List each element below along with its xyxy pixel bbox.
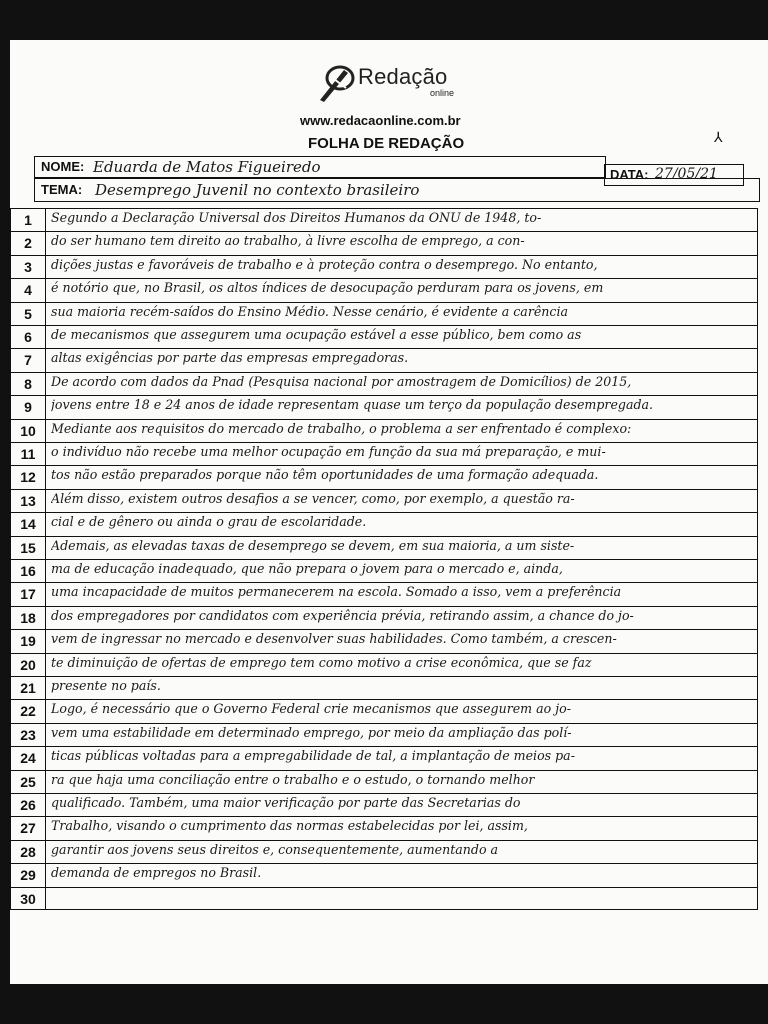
essay-line xyxy=(11,326,757,349)
brand-logo xyxy=(314,62,474,106)
theme-value: Desemprego Juvenil no contexto brasileiro xyxy=(95,181,420,199)
writing-grid xyxy=(10,208,758,910)
essay-line xyxy=(11,841,757,864)
line-number: 6 xyxy=(24,329,32,345)
line-number: 14 xyxy=(20,516,36,533)
line-number: 20 xyxy=(20,656,36,673)
line-number: 27 xyxy=(20,820,36,837)
essay-line xyxy=(11,396,757,419)
line-text: vem uma estabilidade em determinado emprego, por meio da ampliação das polí- xyxy=(51,724,572,740)
line-number: 3 xyxy=(24,258,32,275)
line-number: 10 xyxy=(20,422,36,439)
line-text: do ser humano tem direito ao trabalho, à livre escolha de emprego, a con- xyxy=(51,233,525,249)
essay-line xyxy=(11,466,757,489)
line-text: te diminuição de ofertas de emprego tem como motivo a crise econômica, que se faz xyxy=(51,654,592,670)
line-text: ma de educação inadequado, que não prepara o jovem para o mercado e, ainda, xyxy=(51,561,563,576)
line-number: 17 xyxy=(20,586,36,603)
line-text: dições justas e favoráveis de trabalho e à proteção contra o desemprego. No entanto, xyxy=(51,256,598,272)
line-number: 24 xyxy=(20,750,36,767)
essay-line xyxy=(11,232,757,255)
essay-line xyxy=(11,279,757,302)
line-number: 26 xyxy=(20,797,36,813)
essay-line xyxy=(11,209,757,232)
line-number: 11 xyxy=(20,446,36,462)
essay-line xyxy=(11,794,757,817)
line-number: 13 xyxy=(20,492,36,509)
line-number: 23 xyxy=(20,726,36,743)
line-number: 18 xyxy=(20,609,36,626)
line-text: presente no país. xyxy=(51,678,161,693)
essay-line xyxy=(11,677,757,700)
line-text: Além disso, existem outros desafios a se vencer, como, por exemplo, a questão ra- xyxy=(51,490,575,506)
line-number: 25 xyxy=(20,773,36,790)
line-number: 15 xyxy=(20,539,36,556)
line-number: 22 xyxy=(20,703,36,720)
essay-line xyxy=(11,420,757,443)
essay-line xyxy=(11,537,757,560)
essay-line xyxy=(11,654,757,677)
sheet-title: FOLHA DE REDAÇÃO xyxy=(308,135,465,152)
date-value: 27/05/21 xyxy=(655,166,718,182)
name-label: NOME: xyxy=(41,159,85,174)
site-url: www.redacaonline.com.br xyxy=(300,113,461,128)
essay-line xyxy=(11,443,757,466)
line-text: Ademais, as elevadas taxas de desemprego se devem, em sua maioria, a um siste- xyxy=(51,537,575,553)
theme-box xyxy=(34,178,760,202)
line-number: 9 xyxy=(24,399,32,416)
brand-sub: online xyxy=(430,88,455,98)
line-number: 1 xyxy=(24,212,32,228)
brand-name: Redação xyxy=(358,64,448,89)
line-text: sua maioria recém-saídos do Ensino Médio. Nesse cenário, é evidente a carência xyxy=(51,303,568,319)
line-text: dos empregadores por candidatos com experiência prévia, retirando assim, a chance do jo- xyxy=(51,607,634,623)
line-text: garantir aos jovens seus direitos e, consequentemente, aumentando a xyxy=(51,841,499,857)
line-text: Logo, é necessário que o Governo Federal crie mecanismos que assegurem ao jo- xyxy=(51,701,571,717)
essay-line xyxy=(11,724,757,747)
line-text: uma incapacidade de muitos permanecerem na escola. Somado a isso, vem a preferência xyxy=(51,584,622,600)
pen-icon xyxy=(314,62,358,102)
line-text: qualificado. Também, uma maior verificação por parte das Secretarias do xyxy=(51,795,521,810)
line-text: é notório que, no Brasil, os altos índices de desocupação perduram para os jovens, em xyxy=(51,280,604,296)
corner-mark: ⅄ xyxy=(714,130,723,146)
line-text: Trabalho, visando o cumprimento das normas estabelecidas por lei, assim, xyxy=(51,818,528,834)
line-number: 30 xyxy=(20,890,36,907)
line-text: Segundo a Declaração Universal dos Direitos Humanos da ONU de 1948, to- xyxy=(51,210,542,225)
line-number: 19 xyxy=(20,633,36,650)
essay-line xyxy=(11,888,757,911)
line-text: o indivíduo não recebe uma melhor ocupação em função da sua má preparação, e mui- xyxy=(51,444,606,459)
essay-line xyxy=(11,630,757,653)
name-box xyxy=(34,156,606,178)
essay-line xyxy=(11,607,757,630)
line-number: 2 xyxy=(24,235,32,252)
essay-line xyxy=(11,771,757,794)
essay-line xyxy=(11,349,757,372)
line-text: vem de ingressar no mercado e desenvolver suas habilidades. Como também, a crescen- xyxy=(51,631,617,647)
name-value: Eduarda de Matos Figueiredo xyxy=(93,158,321,176)
line-text: tos não estão preparados porque não têm oportunidades de uma formação adequada. xyxy=(51,467,599,483)
line-number: 12 xyxy=(20,469,36,486)
line-text: de mecanismos que assegurem uma ocupação estável a esse público, bem como as xyxy=(51,327,582,342)
line-text: jovens entre 18 e 24 anos de idade representam quase um terço da população desempregada. xyxy=(51,397,654,413)
essay-line xyxy=(11,864,757,887)
line-text: cial e de gênero ou ainda o grau de escolaridade. xyxy=(51,514,367,530)
essay-line xyxy=(11,303,757,326)
line-number: 4 xyxy=(24,282,32,299)
theme-label: TEMA: xyxy=(41,182,83,197)
essay-line xyxy=(11,256,757,279)
line-number: 8 xyxy=(24,375,32,392)
line-text: Mediante aos requisitos do mercado de trabalho, o problema a ser enfrentado é complexo: xyxy=(51,420,632,436)
line-text: altas exigências por parte das empresas empregadoras. xyxy=(51,350,409,366)
line-number: 28 xyxy=(20,843,36,860)
line-number: 21 xyxy=(20,680,36,696)
line-text: De acordo com dados da Pnad (Pesquisa nacional por amostragem de Domicílios) de 2015, xyxy=(51,373,632,389)
essay-line xyxy=(11,817,757,840)
line-text: ra que haja uma conciliação entre o trabalho e o estudo, o tornando melhor xyxy=(51,771,535,787)
line-number: 7 xyxy=(24,352,32,369)
essay-line xyxy=(11,560,757,583)
line-number: 5 xyxy=(24,305,32,322)
essay-line xyxy=(11,513,757,536)
line-number: 29 xyxy=(20,867,36,884)
essay-line xyxy=(11,583,757,606)
line-number: 16 xyxy=(20,563,36,579)
essay-line xyxy=(11,747,757,770)
line-text: demanda de empregos no Brasil. xyxy=(51,865,262,881)
line-text: ticas públicas voltadas para a empregabilidade de tal, a implantação de meios pa- xyxy=(51,748,575,764)
date-label: DATA: xyxy=(610,167,649,182)
essay-line xyxy=(11,490,757,513)
essay-line xyxy=(11,373,757,396)
essay-line xyxy=(11,700,757,723)
